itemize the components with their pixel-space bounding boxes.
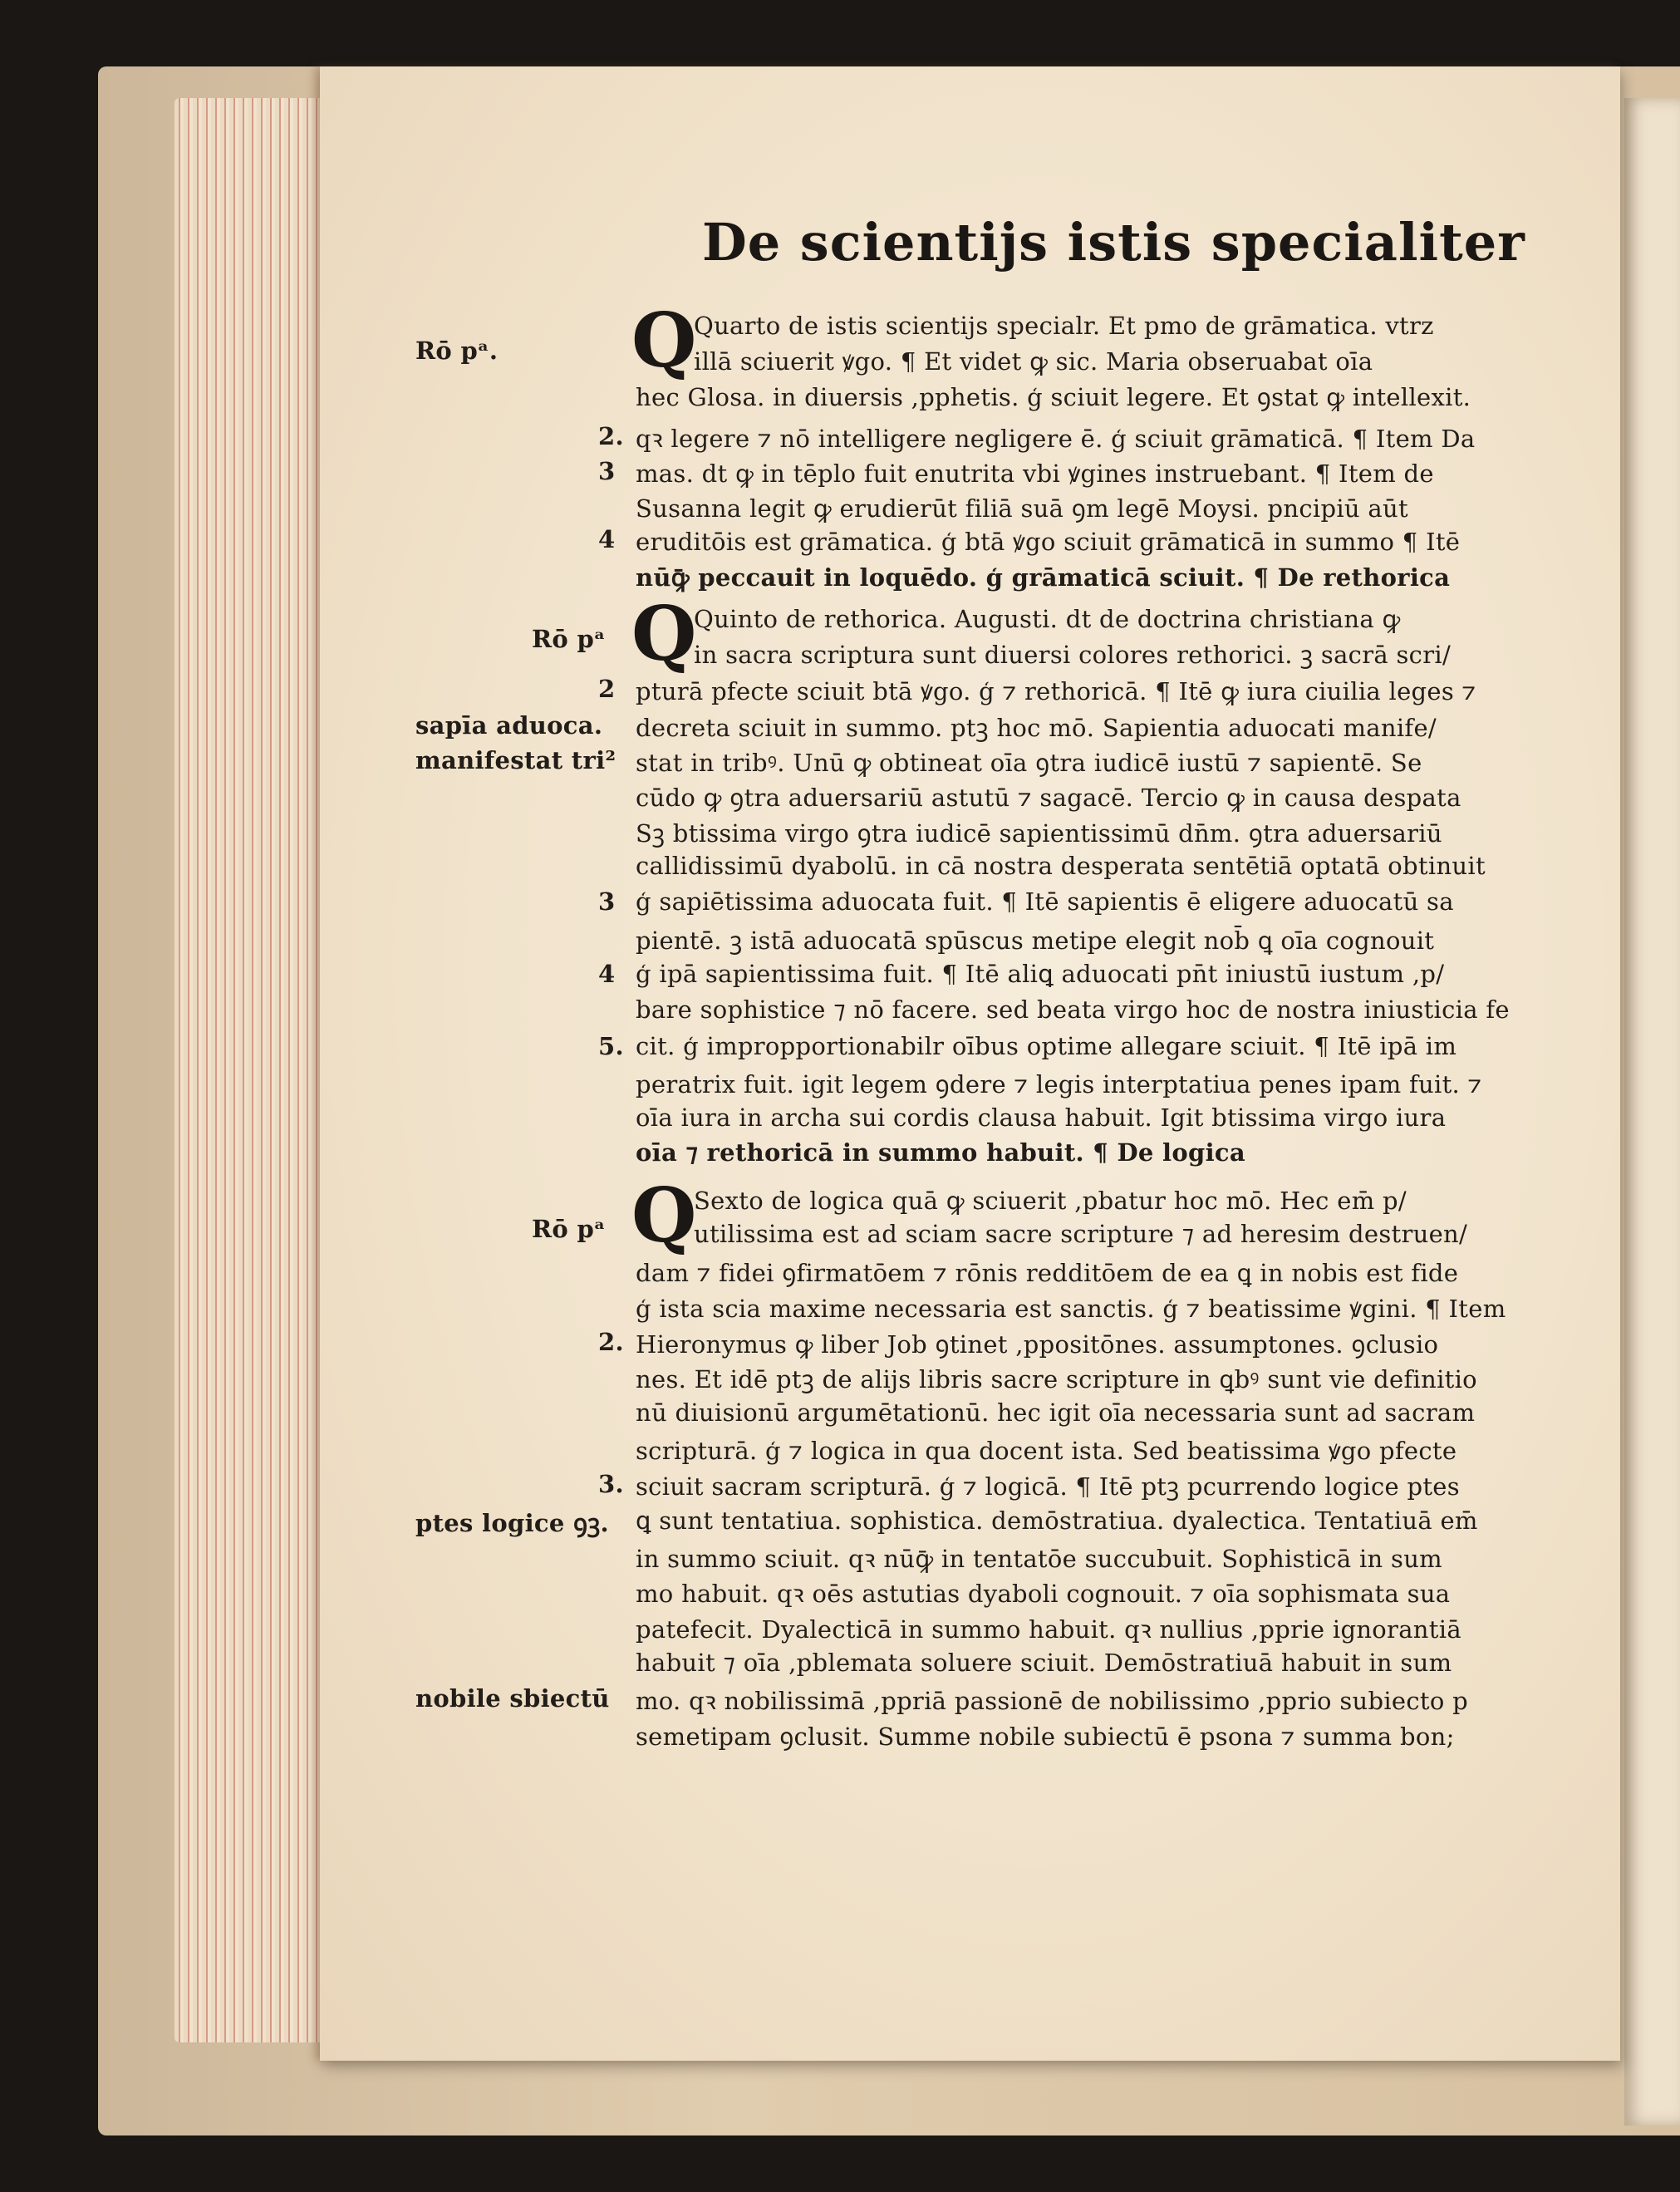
line-number: 3 [598, 887, 616, 916]
text-line: Hieronymus ꝙ liber Job ꝯtinet ,ppositōnes. assumptones. ꝯclusio [636, 1330, 1439, 1359]
text-line: qꝛ legere ⁊ nō intelligere negligere ē. ģ sciuit grāmaticā. ¶ Item Da [636, 425, 1476, 453]
text-line: ģ sapiētissima aduocata fuit. ¶ Itē sapientis ē eligere aduocatū sa [636, 887, 1454, 916]
text-line: habuit ⁊ oīa ,pblemata soluere sciuit. Demōstratiuā habuit in sum [636, 1649, 1452, 1677]
drop-initial: Q [631, 297, 697, 385]
text-line: Susanna legit ꝙ erudierūt filiā suā ꝯm legē Moysi. pncipiū aūt [636, 494, 1408, 523]
text-line: Quarto de istis scientijs specialr. Et pmo de grāmatica. vtrz [694, 312, 1434, 340]
text-line: illā sciuerit ꝟgo. ¶ Et videt ꝙ sic. Maria obseruabat oīa [694, 347, 1373, 376]
text-line: nes. Et idē ptꝫ de alijs libris sacre scripture in ꝗbꝰ sunt vie definitio [636, 1365, 1477, 1393]
text-line: nūꝙ̄ peccauit in loquēdo. ģ grāmaticā sciuit. ¶ De rethorica [636, 563, 1451, 592]
margin-note-reference: Rō pᵃ. [415, 337, 499, 365]
text-line: in sacra scriptura sunt diuersi colores rethorici. ꝫ sacrā scri/ [694, 641, 1452, 669]
line-number: 4 [598, 525, 616, 553]
text-line: in summo sciuit. qꝛ nūꝙ̄ in tentatōe succubuit. Sophisticā in sum [636, 1545, 1442, 1573]
text-line: semetipam ꝯclusit. Summe nobile subiectū ē psona ⁊ summa bon; [636, 1723, 1455, 1751]
line-number: 4 [598, 960, 616, 988]
text-line: mo habuit. qꝛ oēs astutias dyaboli cognouit. ⁊ oīa sophismata sua [636, 1580, 1451, 1608]
line-number: 3. [598, 1470, 624, 1498]
text-line: pturā pfecte sciuit btā ꝟgo. ģ ⁊ rethoricā. ¶ Itē ꝙ iura ciuilia leges ⁊ [636, 677, 1476, 705]
text-line: pientē. ꝫ istā aduocatā spūscus metipe elegit nob̄ ꝗ oīa cognouit [636, 926, 1435, 955]
text-line: scripturā. ģ ⁊ logica in qua docent ista. Sed beatissima ꝟgo pfecte [636, 1437, 1457, 1465]
text-line: Sꝫ btissima virgo ꝯtra iudicē sapientissimū dn̄m. ꝯtra aduersariū [636, 819, 1442, 848]
text-line: mas. dt ꝙ in tēplo fuit enutrita vbi ꝟgines instruebant. ¶ Item de [636, 460, 1434, 488]
line-number: 2. [598, 422, 624, 450]
margin-note: manifestat tri² [415, 746, 616, 774]
text-line: nū diuisionū argumētationū. hec igit oīa necessaria sunt ad sacram [636, 1398, 1476, 1427]
text-line: oīa iura in archa sui cordis clausa habuit. Igit btissima virgo iura [636, 1103, 1447, 1132]
text-line: peratrix fuit. igit legem ꝯdere ⁊ legis interptatiua penes ipam fuit. ⁊ [636, 1070, 1482, 1098]
text-line: cūdo ꝙ ꝯtra aduersariū astutū ⁊ sagacē. Tercio ꝙ in causa despata [636, 784, 1461, 812]
text-line: Quinto de rethorica. Augusti. dt de doctrina christiana ꝙ [694, 605, 1401, 633]
margin-note: nobile sbiectū [415, 1684, 610, 1713]
margin-note-reference: Rō pᵃ [532, 1215, 606, 1243]
line-number: 2. [598, 1328, 624, 1356]
drop-initial: Q [631, 1172, 697, 1260]
text-line: stat in tribꝰ. Unū ꝙ obtineat oīa ꝯtra iudicē iustū ⁊ sapientē. Se [636, 749, 1422, 777]
line-number: 2 [598, 675, 616, 703]
text-line: ģ ista scia maxime necessaria est sanctis. ģ ⁊ beatissime ꝟgini. ¶ Item [636, 1295, 1506, 1323]
page-edges [174, 98, 324, 2042]
text-line: callidissimū dyabolū. in cā nostra desperata sentētiā optatā obtinuit [636, 852, 1486, 880]
text-line: hec Glosa. in diuersis ,pphetis. ģ sciuit legere. Et ꝯstat ꝙ intellexit. [636, 383, 1471, 411]
text-line: dam ⁊ fidei ꝯfirmatōem ⁊ rōnis redditōem de ea ꝗ in nobis est fide [636, 1259, 1459, 1287]
text-line: eruditōis est grāmatica. ģ btā ꝟgo sciuit grāmaticā in summo ¶ Itē [636, 528, 1461, 556]
page-title: De scientijs istis specialiter [702, 212, 1525, 273]
text-line: cit. ģ impropportionabilr oībus optime allegare sciuit. ¶ Itē ipā im [636, 1032, 1457, 1060]
text-line: bare sophistice ⁊ nō facere. sed beata virgo hoc de nostra iniusticia fe [636, 995, 1510, 1024]
margin-note: ptes logice ꝯꝫ. [415, 1509, 609, 1537]
text-line: mo. qꝛ nobilissimā ,ppriā passionē de nobilissimo ,pprio subiecto p [636, 1687, 1469, 1715]
facing-page-edge [1624, 98, 1680, 2126]
text-line: utilissima est ad sciam sacre scripture ⁊ ad heresim destruen/ [694, 1220, 1468, 1248]
text-line: oīa ⁊ rethoricā in summo habuit. ¶ De logica [636, 1138, 1245, 1167]
text-line: Sexto de logica quā ꝙ sciuerit ,pbatur hoc mō. Hec em̄ p/ [694, 1187, 1407, 1215]
line-number: 5. [598, 1032, 624, 1060]
text-line: sciuit sacram scripturā. ģ ⁊ logicā. ¶ Itē ptꝫ pcurrendo logice ptes [636, 1472, 1460, 1501]
text-line: ꝗ sunt tentatiua. sophistica. demōstratiua. dyalectica. Tentatiuā em̄ [636, 1506, 1478, 1535]
line-number: 3 [598, 457, 616, 485]
drop-initial: Q [631, 590, 697, 678]
text-line: patefecit. Dyalecticā in summo habuit. qꝛ nullius ,pprie ignorantiā [636, 1615, 1461, 1644]
text-line: ģ ipā sapientissima fuit. ¶ Itē aliꝗ aduocati pn̄t iniustū iustum ,p/ [636, 960, 1445, 988]
margin-note: sapīa aduoca. [415, 711, 603, 740]
margin-note-reference: Rō pᵃ [532, 625, 606, 653]
text-line: decreta sciuit in summo. ptꝫ hoc mō. Sapientia aduocati manife/ [636, 714, 1437, 742]
